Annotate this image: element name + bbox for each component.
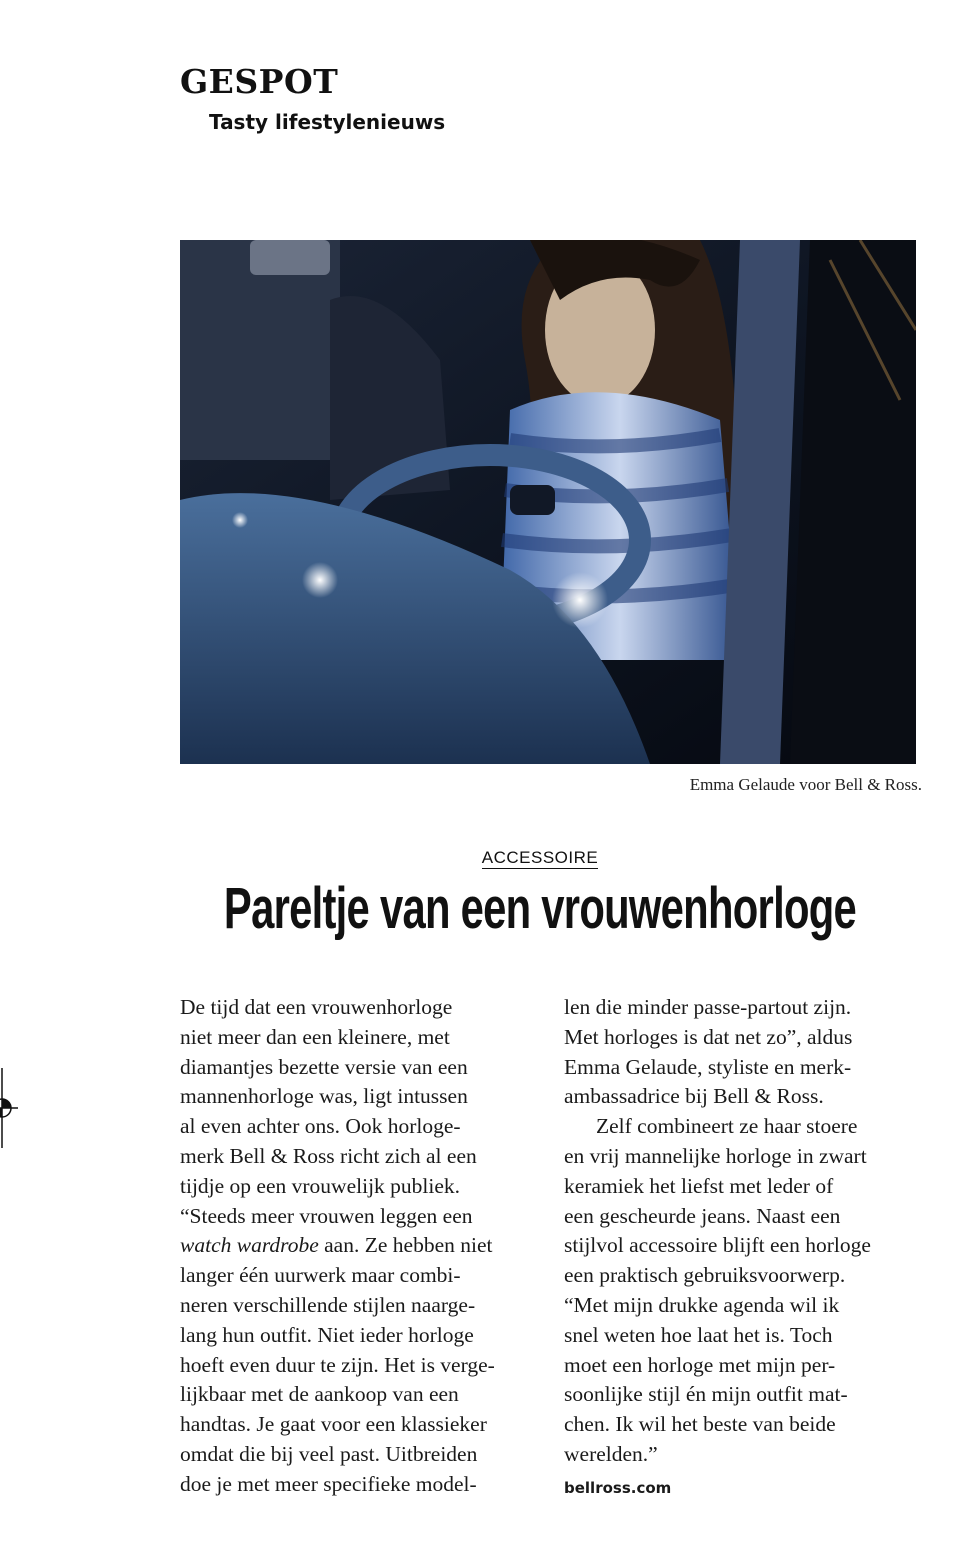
article-body-right xyxy=(564,993,924,1112)
article-photo xyxy=(180,240,916,764)
text-line: De tijd dat een vrouwenhorloge xyxy=(180,995,453,1019)
text-line: “Steeds meer vrouwen leggen een xyxy=(180,1203,473,1228)
text-line: lijkbaar met de aankoop van een xyxy=(180,1382,459,1407)
photo-caption: Emma Gelaude voor Bell & Ross. xyxy=(689,775,922,794)
text-line: Met horloges is dat net zo”, aldus xyxy=(564,1024,853,1049)
text-line: handtas. Je gaat voor een klassieker xyxy=(180,1412,487,1437)
article-headline: Pareltje van een vrouwenhorloge xyxy=(223,876,857,941)
article-column-left xyxy=(180,993,540,1500)
text-line: een praktisch gebruiksvoorwerp. xyxy=(564,1263,846,1288)
text-line: tijdje op een vrouwelijk publiek. xyxy=(180,1173,461,1198)
text-line: len die minder passe-partout zijn. xyxy=(564,995,852,1019)
text-line: omdat die bij veel past. Uitbreiden xyxy=(180,1441,478,1466)
text-line: doe je met meer specifieke model- xyxy=(180,1471,477,1496)
text-line: diamantjes bezette versie van een xyxy=(180,1054,468,1079)
source-link[interactable]: bellross.com xyxy=(564,1478,672,1497)
article-kicker: ACCESSOIRE xyxy=(481,848,599,867)
article-column-right xyxy=(564,993,924,1498)
text-line: en vrij mannelijke horloge in zwart xyxy=(564,1143,867,1168)
text-line: “Met mijn drukke agenda wil ik xyxy=(564,1292,840,1317)
text-line: al even achter ons. Ook horloge- xyxy=(180,1114,461,1139)
text-line: hoeft even duur te zijn. Het is verge- xyxy=(180,1352,495,1377)
article-paragraph-2 xyxy=(564,1112,924,1470)
text-line: neren verschillende stijlen naarge- xyxy=(180,1292,476,1317)
text-line: keramiek het liefst met leder of xyxy=(564,1173,834,1198)
italic-phrase: watch wardrobe xyxy=(180,1233,319,1258)
text-line: chen. Ik wil het beste van beide xyxy=(564,1412,836,1437)
registration-mark-icon xyxy=(0,1068,18,1148)
text-line: stijlvol accessoire blijft een horloge xyxy=(564,1233,871,1258)
text-line: merk Bell & Ross richt zich al een xyxy=(180,1143,477,1168)
text-line: mannenhorloge was, ligt intussen xyxy=(180,1084,468,1109)
text-line: lang hun outfit. Niet ieder horloge xyxy=(180,1322,474,1347)
article-body-left xyxy=(180,993,540,1500)
text-line: Zelf combineert ze haar stoere xyxy=(596,1114,858,1139)
text-line: werelden.” xyxy=(564,1441,658,1466)
text-line: aan. Ze hebben niet xyxy=(318,1233,493,1258)
text-line: een gescheurde jeans. Naast een xyxy=(564,1203,841,1228)
section-subtitle: Tasty lifestylenieuws xyxy=(209,110,446,134)
section-title: GESPOT xyxy=(180,62,339,101)
text-line: Emma Gelaude, styliste en merk- xyxy=(564,1054,852,1079)
text-line: moet een horloge met mijn per- xyxy=(564,1352,836,1377)
text-line: snel weten hoe laat het is. Toch xyxy=(564,1322,833,1347)
text-line: soonlijke stijl én mijn outfit mat- xyxy=(564,1382,848,1407)
text-line: langer één uurwerk maar combi- xyxy=(180,1263,461,1288)
text-line: ambassadrice bij Bell & Ross. xyxy=(564,1084,824,1109)
text-line: niet meer dan een kleinere, met xyxy=(180,1024,450,1049)
